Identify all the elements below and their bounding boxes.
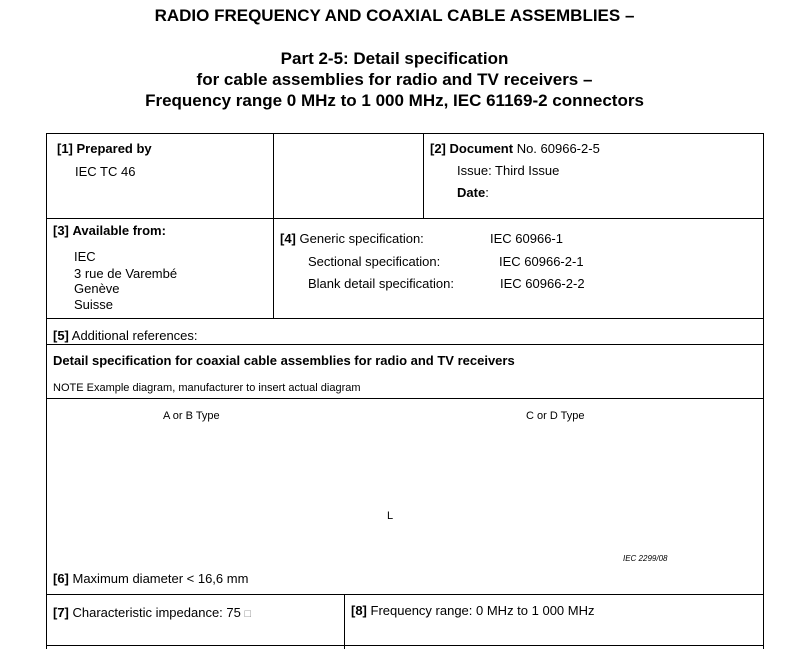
generic-spec-label: [280, 231, 424, 247]
max-diameter: [53, 571, 248, 587]
field-label: Characteristic impedance: 75: [68, 605, 245, 620]
row-divider: [46, 398, 764, 399]
part-title: Part 2-5: Detail specification: [280, 49, 509, 68]
field-ref: [6]: [53, 571, 69, 586]
note-text: NOTE Example diagram, manufacturer to insert actual diagram: [53, 382, 361, 394]
frequency-range: [351, 603, 595, 619]
field-ref: [5]: [53, 328, 69, 343]
row-divider: [46, 318, 764, 319]
blank-spec-label: Blank detail specification:: [308, 276, 454, 291]
less-than-symbol: <: [186, 571, 195, 586]
field-label: Additional references:: [68, 328, 198, 343]
address-line: Suisse: [74, 297, 114, 312]
column-divider: [344, 594, 345, 649]
column-divider: [273, 133, 274, 318]
row-divider: [46, 344, 764, 345]
prepared-by-label: [57, 141, 152, 157]
field-ref: [3]: [53, 223, 69, 238]
field-ref: [4]: [280, 231, 296, 246]
table-border-top: [46, 133, 764, 134]
row-divider: [46, 218, 764, 219]
sectional-spec-value: IEC 60966-2-1: [499, 254, 584, 269]
length-label: L: [387, 510, 394, 522]
field-ref: [7]: [53, 605, 69, 620]
prepared-by-value: IEC TC 46: [75, 164, 136, 179]
issue-text: Issue: Third Issue: [457, 163, 560, 178]
figure-reference: IEC 2299/08: [623, 554, 668, 563]
field-label: Frequency range: 0 MHz to 1 000 MHz: [366, 603, 595, 618]
diameter-value: 16,6 mm: [194, 571, 249, 586]
row-divider: [46, 645, 764, 646]
document-number: [430, 141, 600, 157]
row-divider: [46, 594, 764, 595]
address-line: 3 rue de Varembé: [74, 266, 178, 281]
date-colon: :: [485, 185, 489, 200]
detail-spec-heading: Detail specification for coaxial cable assemblies for radio and TV receivers: [53, 353, 515, 368]
date-field: [457, 185, 489, 201]
sectional-spec-label: Sectional specification:: [308, 254, 441, 269]
left-connector-label: A or B Type: [163, 410, 220, 422]
ohm-placeholder-icon: □: [244, 608, 252, 620]
address-line: IEC: [74, 249, 96, 264]
subtitle-line: for cable assemblies for radio and TV receivers –: [196, 70, 593, 89]
field-label: Prepared by: [76, 141, 152, 156]
generic-spec-value: IEC 60966-1: [490, 231, 563, 246]
available-from-label: [53, 223, 166, 239]
characteristic-impedance: [53, 605, 251, 622]
date-label: Date: [457, 185, 486, 200]
field-ref: [8]: [351, 603, 367, 618]
field-label: Generic specification:: [295, 231, 424, 246]
column-divider: [423, 133, 424, 218]
additional-references: [53, 328, 198, 344]
field-label: Available from:: [72, 223, 166, 238]
table-border-left: [46, 133, 47, 649]
field-label: Maximum diameter: [68, 571, 187, 586]
address-line: Genève: [74, 281, 120, 296]
blank-spec-value: IEC 60966-2-2: [500, 276, 585, 291]
document-number-value: No. 60966-2-5: [513, 141, 600, 156]
field-ref: [2]: [430, 141, 446, 156]
field-ref: [1]: [57, 141, 73, 156]
field-label: Document: [449, 141, 514, 156]
table-border-right: [763, 133, 764, 649]
frequency-title: Frequency range 0 MHz to 1 000 MHz, IEC 61169-2 connectors: [145, 91, 644, 110]
document-title: RADIO FREQUENCY AND COAXIAL CABLE ASSEMBLIES –: [154, 6, 635, 25]
right-connector-label: C or D Type: [526, 410, 585, 422]
